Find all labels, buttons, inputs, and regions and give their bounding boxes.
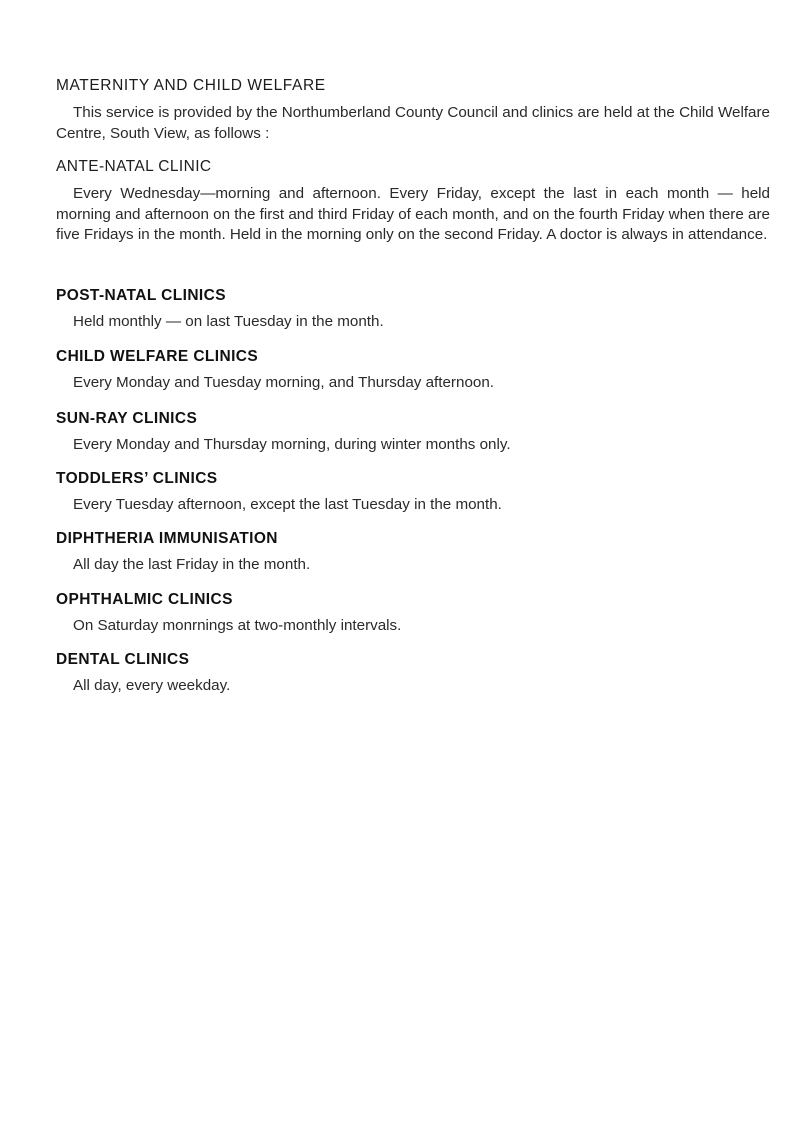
section-heading-dental: DENTAL CLINICS	[56, 651, 190, 668]
section-text-toddlers: Every Tuesday afternoon, except the last Tuesday in the month.	[73, 496, 502, 513]
intro-paragraph	[56, 103, 770, 144]
section-heading-post-natal: POST-NATAL CLINICS	[56, 287, 226, 304]
ante-natal-text: Every Wednesday—morning and afternoon. Every Friday, except the last in each month — held morning and afternoon on the first and third Friday of each month, and on the fourth Friday when there are five Fridays in the month. Held in the morning only on the second Friday. A doctor is always in attendance.	[56, 185, 770, 243]
page-title: MATERNITY AND CHILD WELFARE	[56, 77, 326, 94]
intro-text: This service is provided by the Northumberland County Council and clinics are held at the Child Welfare Centre, South View, as follows :	[56, 104, 770, 142]
section-heading-ante-natal: ANTE-NATAL CLINIC	[56, 158, 212, 175]
section-text-ante-natal	[56, 184, 770, 246]
section-text-sun-ray: Every Monday and Thursday morning, during winter months only.	[73, 436, 511, 453]
section-text-child-welfare: Every Monday and Tuesday morning, and Thursday afternoon.	[73, 374, 494, 391]
section-heading-ophthalmic: OPHTHALMIC CLINICS	[56, 591, 233, 608]
section-heading-diphtheria: DIPHTHERIA IMMUNISATION	[56, 530, 278, 547]
section-heading-toddlers: TODDLERS’ CLINICS	[56, 470, 218, 487]
section-text-ophthalmic: On Saturday monrnings at two-monthly intervals.	[73, 617, 402, 634]
section-heading-sun-ray: SUN-RAY CLINICS	[56, 410, 198, 427]
section-heading-child-welfare: CHILD WELFARE CLINICS	[56, 348, 259, 365]
section-text-dental: All day, every weekday.	[73, 677, 231, 694]
section-text-post-natal: Held monthly — on last Tuesday in the month.	[73, 313, 384, 330]
section-text-diphtheria: All day the last Friday in the month.	[73, 556, 311, 573]
